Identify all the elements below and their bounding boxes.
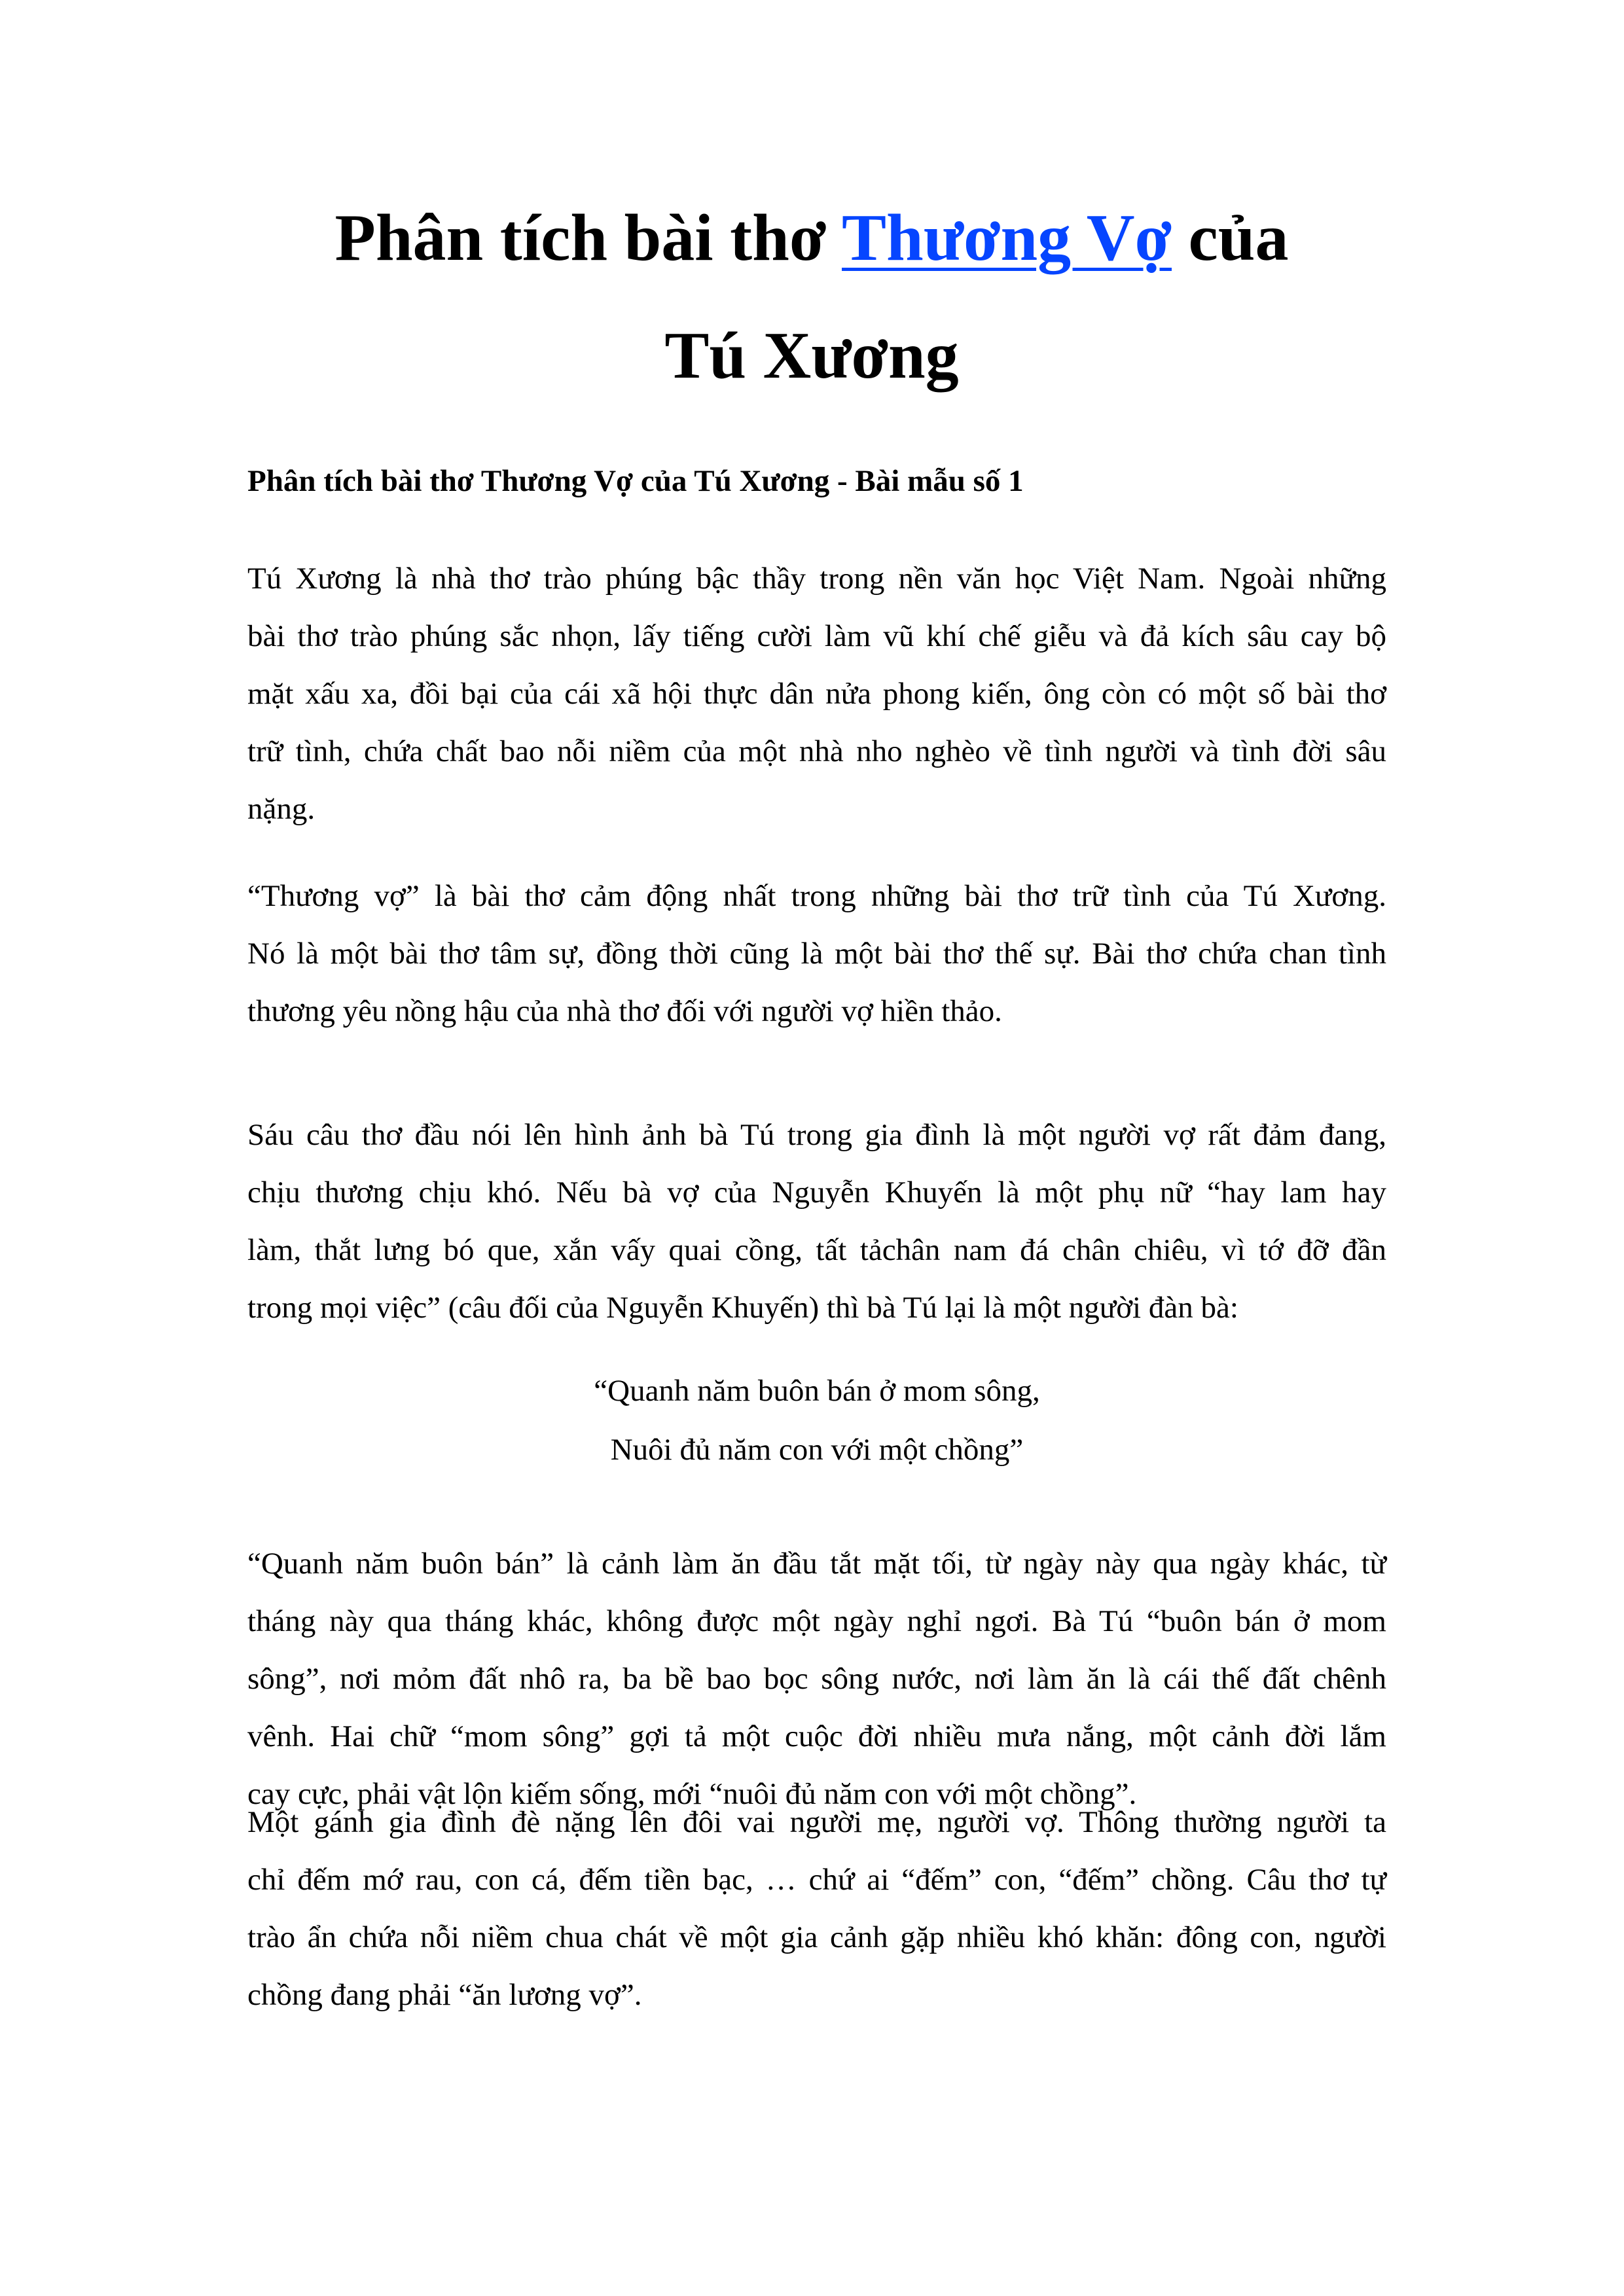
paragraph-quanh-nam bbox=[247, 1535, 1386, 1823]
paragraph-thuong-vo bbox=[247, 867, 1386, 1040]
quote-line: “Quanh năm buôn bán ở mom sông, bbox=[594, 1374, 1040, 1408]
text-line: cay cực, phải vật lộn kiếm sống, mới “nuôi đủ năm con với một chồng”. bbox=[247, 1777, 1137, 1811]
text-line: “Thương vợ” là bài thơ cảm động nhất trong những bài thơ trữ tình của Tú Xương. bbox=[247, 879, 1386, 913]
text-line: bài thơ trào phúng sắc nhọn, lấy tiếng cười làm vũ khí chế giễu và đả kích sâu cay bộ bbox=[247, 619, 1386, 653]
title-suffix: của bbox=[1188, 201, 1289, 275]
text-line: sông”, nơi mỏm đất nhô ra, ba bề bao bọc sông nước, nơi làm ăn là cái thế đất chênh bbox=[247, 1662, 1386, 1696]
text-line: thương yêu nồng hậu của nhà thơ đối với người vợ hiền thảo. bbox=[247, 994, 1002, 1028]
quote-line: Nuôi đủ năm con với một chồng” bbox=[610, 1433, 1024, 1467]
text-line: Một gánh gia đình đè nặng lên đôi vai người mẹ, người vợ. Thông thường người ta bbox=[247, 1805, 1386, 1839]
text-line: Nó là một bài thơ tâm sự, đồng thời cũng là một bài thơ thế sự. Bài thơ chứa chan tình bbox=[247, 937, 1386, 971]
page-title-line-2: Tú Xương bbox=[664, 319, 959, 393]
text-line: chỉ đếm mớ rau, con cá, đếm tiền bạc, … chứ ai “đếm” con, “đếm” chồng. Câu thơ tự bbox=[247, 1863, 1386, 1897]
text-line: vênh. Hai chữ “mom sông” gợi tả một cuộc đời nhiều mưa nắng, một cảnh đời lắm bbox=[247, 1719, 1386, 1753]
text-line: trong mọi việc” (câu đối của Nguyễn Khuyến) thì bà Tú lại là một người đàn bà: bbox=[247, 1291, 1238, 1325]
text-line: nặng. bbox=[247, 792, 316, 826]
section-heading: Phân tích bài thơ Thương Vợ của Tú Xương - Bài mẫu số 1 bbox=[247, 464, 1024, 498]
text-line: chịu thương chịu khó. Nếu bà vợ của Nguyễn Khuyến là một phụ nữ “hay lam hay bbox=[247, 1175, 1386, 1210]
paragraph-six-lines bbox=[247, 1106, 1386, 1336]
page-title-line-1 bbox=[255, 201, 1368, 275]
text-line: mặt xấu xa, đồi bại của cái xã hội thực dân nửa phong kiến, ông còn có một số bài thơ bbox=[247, 677, 1386, 711]
text-line: trữ tình, chứa chất bao nỗi niềm của một nhà nho nghèo về tình người và tình đời sâu bbox=[247, 734, 1386, 768]
text-line: Tú Xương là nhà thơ trào phúng bậc thầy trong nền văn học Việt Nam. Ngoài những bbox=[247, 562, 1386, 596]
paragraph-ganh-gia-dinh bbox=[247, 1793, 1386, 2024]
title-link-thuong-vo[interactable]: Thương Vợ bbox=[842, 201, 1172, 275]
text-line: chồng đang phải “ăn lương vợ”. bbox=[247, 1978, 642, 2012]
text-line: làm, thắt lưng bó que, xắn vấy quai cồng, tất tảchân nam đá chân chiêu, vì tớ đỡ đần bbox=[247, 1233, 1386, 1267]
text-line: “Quanh năm buôn bán” là cảnh làm ăn đầu tắt mặt tối, từ ngày này qua ngày khác, từ bbox=[247, 1547, 1386, 1581]
poem-quote bbox=[247, 1361, 1386, 1479]
text-line: Sáu câu thơ đầu nói lên hình ảnh bà Tú trong gia đình là một người vợ rất đảm đang, bbox=[247, 1118, 1386, 1152]
paragraph-intro bbox=[247, 550, 1386, 838]
text-line: trào ẩn chứa nỗi niềm chua chát về một gia cảnh gặp nhiều khó khăn: đông con, người bbox=[247, 1920, 1386, 1954]
text-line: tháng này qua tháng khác, không được một ngày nghỉ ngơi. Bà Tú “buôn bán ở mom bbox=[247, 1604, 1386, 1638]
title-prefix: Phân tích bài thơ bbox=[334, 201, 827, 275]
